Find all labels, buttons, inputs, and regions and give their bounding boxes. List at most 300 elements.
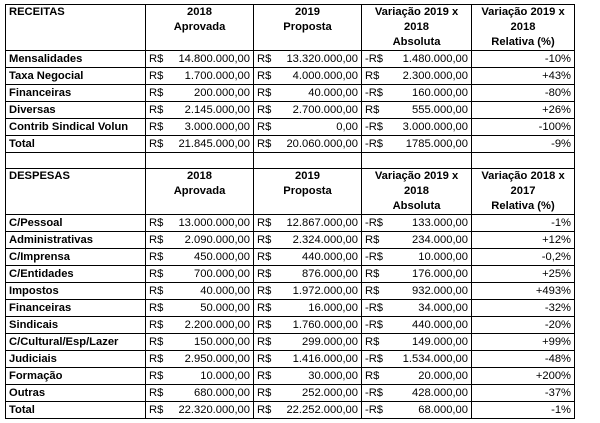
row-label: Contrib Sindical Volun xyxy=(6,119,146,136)
amount: 555.000,00 xyxy=(412,103,468,116)
currency-symbol: -R$ xyxy=(365,137,384,150)
col-header-relativa-line: Variação 2018 x xyxy=(481,170,565,182)
amount: 22.252.000,00 xyxy=(286,403,358,416)
cell-aprovada xyxy=(146,317,254,334)
currency-symbol: R$ xyxy=(365,103,380,116)
cell-absoluta xyxy=(362,232,472,249)
cell-aprovada xyxy=(146,351,254,368)
row-label: Financeiras xyxy=(6,300,146,317)
amount: 252.000,00 xyxy=(302,386,358,399)
currency-symbol: R$ xyxy=(257,352,272,365)
cell-aprovada xyxy=(146,119,254,136)
col-header-proposta xyxy=(254,5,362,51)
table-row xyxy=(6,85,575,102)
cell-absoluta-value xyxy=(365,267,468,282)
table-row xyxy=(6,402,575,419)
cell-absoluta-value xyxy=(365,52,468,67)
currency-symbol: R$ xyxy=(149,120,164,133)
col-header-relativa-line: Relativa (%) xyxy=(491,36,555,48)
cell-absoluta-value xyxy=(365,369,468,384)
row-label: Taxa Negocial xyxy=(6,68,146,85)
row-label: C/Cultural/Esp/Lazer xyxy=(6,334,146,351)
currency-symbol: R$ xyxy=(149,233,164,246)
amount: 150.000,00 xyxy=(194,335,250,348)
table-row xyxy=(6,317,575,334)
cell-aprovada xyxy=(146,68,254,85)
table-row xyxy=(6,249,575,266)
currency-symbol: R$ xyxy=(365,284,380,297)
col-header-absoluta-line: 2018 xyxy=(404,21,429,33)
cell-aprovada xyxy=(146,51,254,68)
cell-absoluta xyxy=(362,283,472,300)
currency-symbol: R$ xyxy=(257,318,272,331)
amount: 1.972.000,00 xyxy=(292,284,358,297)
amount: 234.000,00 xyxy=(412,233,468,246)
cell-aprovada xyxy=(146,368,254,385)
amount: 2.200.000,00 xyxy=(184,318,250,331)
col-header-relativa-line: Relativa (%) xyxy=(491,200,555,212)
empty-cell xyxy=(472,153,575,169)
table-row xyxy=(6,102,575,119)
col-header-proposta-line: 2019 xyxy=(295,6,320,18)
col-header-relativa xyxy=(472,5,575,51)
cell-absoluta xyxy=(362,85,472,102)
row-label: Diversas xyxy=(6,102,146,119)
col-header-absoluta-line: Variação 2019 x xyxy=(374,170,459,182)
col-header-relativa-line: 2018 xyxy=(510,21,536,33)
currency-symbol: R$ xyxy=(257,216,272,229)
cell-absoluta-value xyxy=(365,137,468,152)
amount: 876.000,00 xyxy=(302,267,358,280)
table-row xyxy=(6,232,575,249)
currency-symbol: R$ xyxy=(149,69,164,82)
currency-symbol: -R$ xyxy=(365,403,384,416)
cell-absoluta-value xyxy=(365,86,468,101)
col-header-relativa-line: 2017 xyxy=(510,185,536,197)
cell-absoluta-value xyxy=(365,335,468,350)
cell-proposta xyxy=(254,351,362,368)
col-header-proposta-line: 2019 xyxy=(295,170,320,182)
cell-absoluta xyxy=(362,68,472,85)
col-header-proposta xyxy=(254,169,362,215)
amount: 1.534.000,00 xyxy=(402,352,468,365)
cell-relativa: +99% xyxy=(472,334,575,351)
row-label: Judiciais xyxy=(6,351,146,368)
row-label: C/Imprensa xyxy=(6,249,146,266)
cell-proposta xyxy=(254,385,362,402)
cell-aprovada-value xyxy=(149,233,250,248)
cell-proposta xyxy=(254,283,362,300)
table-row xyxy=(6,351,575,368)
table-row xyxy=(6,51,575,68)
cell-absoluta xyxy=(362,136,472,153)
currency-symbol: R$ xyxy=(149,284,164,297)
cell-proposta xyxy=(254,51,362,68)
currency-symbol: -R$ xyxy=(365,318,384,331)
cell-absoluta xyxy=(362,402,472,419)
amount: 2.090.000,00 xyxy=(184,233,250,246)
currency-symbol: -R$ xyxy=(365,301,384,314)
cell-proposta-value xyxy=(257,103,358,118)
col-header-absoluta-line: Absoluta xyxy=(392,36,441,48)
cell-absoluta xyxy=(362,317,472,334)
amount: 68.000,00 xyxy=(418,403,468,416)
col-header-relativa xyxy=(472,169,575,215)
cell-aprovada-value xyxy=(149,369,250,384)
row-label: Formação xyxy=(6,368,146,385)
cell-relativa: +43% xyxy=(472,68,575,85)
currency-symbol: R$ xyxy=(149,318,164,331)
cell-aprovada xyxy=(146,136,254,153)
amount: 2.700.000,00 xyxy=(292,103,358,116)
cell-proposta-value xyxy=(257,352,358,367)
cell-aprovada xyxy=(146,85,254,102)
row-label: Mensalidades xyxy=(6,51,146,68)
col-header-absoluta xyxy=(362,5,472,51)
cell-proposta xyxy=(254,119,362,136)
cell-absoluta xyxy=(362,368,472,385)
currency-symbol: R$ xyxy=(365,369,380,382)
amount: 34.000,00 xyxy=(418,301,468,314)
currency-symbol: R$ xyxy=(149,403,164,416)
amount: 200.000,00 xyxy=(194,86,250,99)
cell-proposta xyxy=(254,300,362,317)
amount: 40.000,00 xyxy=(308,86,358,99)
cell-proposta-value xyxy=(257,86,358,101)
cell-relativa: -1% xyxy=(472,402,575,419)
currency-symbol: -R$ xyxy=(365,250,384,263)
row-label: Administrativas xyxy=(6,232,146,249)
table-row xyxy=(6,266,575,283)
currency-symbol: R$ xyxy=(257,301,272,314)
col-header-aprovada-line: 2018 xyxy=(187,6,212,18)
cell-proposta-value xyxy=(257,250,358,265)
col-header-aprovada xyxy=(146,5,254,51)
cell-relativa: -9% xyxy=(472,136,575,153)
currency-symbol: -R$ xyxy=(365,86,384,99)
cell-relativa: -0,2% xyxy=(472,249,575,266)
empty-cell xyxy=(362,153,472,169)
row-label: Outras xyxy=(6,385,146,402)
currency-symbol: R$ xyxy=(365,233,380,246)
cell-absoluta-value xyxy=(365,352,468,367)
col-header-aprovada xyxy=(146,169,254,215)
cell-proposta-value xyxy=(257,318,358,333)
currency-symbol: R$ xyxy=(149,369,164,382)
currency-symbol: R$ xyxy=(149,301,164,314)
col-header-aprovada-line: Aprovada xyxy=(173,185,226,197)
amount: 133.000,00 xyxy=(412,216,468,229)
amount: 50.000,00 xyxy=(200,301,250,314)
col-header-aprovada-line: 2018 xyxy=(187,170,212,182)
currency-symbol: R$ xyxy=(365,267,380,280)
amount: 0,00 xyxy=(336,120,358,133)
col-header-aprovada-line: Aprovada xyxy=(173,21,226,33)
currency-symbol: R$ xyxy=(257,120,272,133)
cell-absoluta-value xyxy=(365,386,468,401)
currency-symbol: R$ xyxy=(149,216,164,229)
col-header-absoluta-line: 2018 xyxy=(404,185,429,197)
table-row xyxy=(6,300,575,317)
spacer-row xyxy=(6,153,575,169)
cell-aprovada xyxy=(146,249,254,266)
cell-relativa: -37% xyxy=(472,385,575,402)
receitas-section-title: RECEITAS xyxy=(6,5,146,51)
currency-symbol: R$ xyxy=(149,52,164,65)
table-row xyxy=(6,215,575,232)
cell-absoluta xyxy=(362,215,472,232)
budget-table-body xyxy=(6,5,575,419)
cell-aprovada-value xyxy=(149,69,250,84)
cell-relativa: +25% xyxy=(472,266,575,283)
amount: 40.000,00 xyxy=(200,284,250,297)
cell-aprovada-value xyxy=(149,284,250,299)
empty-cell xyxy=(254,153,362,169)
cell-proposta xyxy=(254,368,362,385)
amount: 20.000,00 xyxy=(418,369,468,382)
cell-aprovada-value xyxy=(149,103,250,118)
col-header-absoluta-line: Absoluta xyxy=(392,200,441,212)
cell-proposta xyxy=(254,85,362,102)
row-label: C/Entidades xyxy=(6,266,146,283)
table-row xyxy=(6,119,575,136)
cell-relativa: +12% xyxy=(472,232,575,249)
currency-symbol: -R$ xyxy=(365,352,384,365)
despesas-header-row xyxy=(6,169,575,215)
cell-aprovada-value xyxy=(149,386,250,401)
currency-symbol: R$ xyxy=(257,52,272,65)
cell-absoluta-value xyxy=(365,318,468,333)
cell-aprovada-value xyxy=(149,216,250,231)
cell-aprovada xyxy=(146,334,254,351)
col-header-proposta-line: Proposta xyxy=(283,21,332,33)
amount: 1.760.000,00 xyxy=(292,318,358,331)
table-row xyxy=(6,68,575,85)
cell-aprovada-value xyxy=(149,403,250,418)
amount: 149.000,00 xyxy=(412,335,468,348)
amount: 2.950.000,00 xyxy=(184,352,250,365)
cell-aprovada xyxy=(146,300,254,317)
cell-aprovada xyxy=(146,266,254,283)
amount: 30.000,00 xyxy=(308,369,358,382)
cell-aprovada-value xyxy=(149,120,250,135)
table-row xyxy=(6,385,575,402)
cell-aprovada-value xyxy=(149,352,250,367)
cell-absoluta xyxy=(362,102,472,119)
row-label: Total xyxy=(6,402,146,419)
amount: 10.000,00 xyxy=(200,369,250,382)
currency-symbol: R$ xyxy=(149,103,164,116)
currency-symbol: R$ xyxy=(149,86,164,99)
cell-aprovada-value xyxy=(149,86,250,101)
amount: 1.700.000,00 xyxy=(184,69,250,82)
amount: 21.845.000,00 xyxy=(178,137,250,150)
row-label: Sindicais xyxy=(6,317,146,334)
cell-absoluta xyxy=(362,51,472,68)
cell-absoluta xyxy=(362,385,472,402)
cell-aprovada xyxy=(146,215,254,232)
cell-absoluta-value xyxy=(365,69,468,84)
cell-proposta-value xyxy=(257,120,358,135)
currency-symbol: R$ xyxy=(365,335,380,348)
amount: 700.000,00 xyxy=(194,267,250,280)
amount: 12.867.000,00 xyxy=(286,216,358,229)
cell-absoluta xyxy=(362,351,472,368)
table-row xyxy=(6,334,575,351)
amount: 13.000.000,00 xyxy=(178,216,250,229)
cell-aprovada xyxy=(146,402,254,419)
cell-aprovada xyxy=(146,102,254,119)
cell-relativa: +200% xyxy=(472,368,575,385)
cell-proposta xyxy=(254,249,362,266)
cell-relativa: -1% xyxy=(472,215,575,232)
row-label: Impostos xyxy=(6,283,146,300)
cell-proposta-value xyxy=(257,69,358,84)
row-label: C/Pessoal xyxy=(6,215,146,232)
cell-proposta-value xyxy=(257,267,358,282)
cell-proposta-value xyxy=(257,301,358,316)
amount: 3.000.000,00 xyxy=(402,120,468,133)
cell-aprovada xyxy=(146,283,254,300)
cell-aprovada-value xyxy=(149,335,250,350)
cell-aprovada-value xyxy=(149,267,250,282)
currency-symbol: R$ xyxy=(257,267,272,280)
col-header-absoluta-line: Variação 2019 x xyxy=(374,6,459,18)
currency-symbol: R$ xyxy=(257,386,272,399)
amount: 299.000,00 xyxy=(302,335,358,348)
cell-proposta xyxy=(254,402,362,419)
amount: 14.800.000,00 xyxy=(178,52,250,65)
cell-relativa: -100% xyxy=(472,119,575,136)
amount: 2.300.000,00 xyxy=(402,69,468,82)
amount: 20.060.000,00 xyxy=(286,137,358,150)
cell-aprovada-value xyxy=(149,250,250,265)
cell-relativa: -10% xyxy=(472,51,575,68)
currency-symbol: R$ xyxy=(149,386,164,399)
currency-symbol: R$ xyxy=(365,69,380,82)
cell-absoluta xyxy=(362,249,472,266)
currency-symbol: R$ xyxy=(149,335,164,348)
amount: 3.000.000,00 xyxy=(184,120,250,133)
currency-symbol: R$ xyxy=(257,369,272,382)
cell-relativa: -48% xyxy=(472,351,575,368)
cell-relativa: -20% xyxy=(472,317,575,334)
cell-proposta xyxy=(254,266,362,283)
row-label: Financeiras xyxy=(6,85,146,102)
cell-aprovada xyxy=(146,385,254,402)
cell-proposta xyxy=(254,68,362,85)
cell-proposta-value xyxy=(257,233,358,248)
cell-aprovada-value xyxy=(149,301,250,316)
table-row xyxy=(6,283,575,300)
cell-proposta-value xyxy=(257,335,358,350)
cell-relativa: +26% xyxy=(472,102,575,119)
currency-symbol: R$ xyxy=(149,352,164,365)
cell-relativa: -80% xyxy=(472,85,575,102)
cell-absoluta-value xyxy=(365,216,468,231)
amount: 22.320.000,00 xyxy=(178,403,250,416)
cell-absoluta-value xyxy=(365,250,468,265)
currency-symbol: R$ xyxy=(149,250,164,263)
amount: 428.000,00 xyxy=(412,386,468,399)
cell-relativa: -32% xyxy=(472,300,575,317)
amount: 450.000,00 xyxy=(194,250,250,263)
cell-proposta-value xyxy=(257,52,358,67)
cell-aprovada-value xyxy=(149,318,250,333)
amount: 13.320.000,00 xyxy=(286,52,358,65)
cell-proposta xyxy=(254,102,362,119)
cell-proposta xyxy=(254,215,362,232)
cell-proposta xyxy=(254,136,362,153)
despesas-section-title: DESPESAS xyxy=(6,169,146,215)
currency-symbol: -R$ xyxy=(365,120,384,133)
cell-absoluta-value xyxy=(365,403,468,418)
cell-proposta-value xyxy=(257,403,358,418)
currency-symbol: R$ xyxy=(257,403,272,416)
currency-symbol: -R$ xyxy=(365,386,384,399)
amount: 2.145.000,00 xyxy=(184,103,250,116)
cell-proposta-value xyxy=(257,386,358,401)
receitas-header-row xyxy=(6,5,575,51)
budget-table xyxy=(5,4,575,419)
cell-relativa: +493% xyxy=(472,283,575,300)
currency-symbol: R$ xyxy=(257,103,272,116)
cell-absoluta-value xyxy=(365,301,468,316)
currency-symbol: R$ xyxy=(257,69,272,82)
cell-absoluta xyxy=(362,119,472,136)
currency-symbol: -R$ xyxy=(365,216,384,229)
amount: 16.000,00 xyxy=(308,301,358,314)
cell-absoluta xyxy=(362,334,472,351)
currency-symbol: R$ xyxy=(257,233,272,246)
amount: 440.000,00 xyxy=(302,250,358,263)
cell-proposta-value xyxy=(257,216,358,231)
amount: 176.000,00 xyxy=(412,267,468,280)
cell-absoluta-value xyxy=(365,233,468,248)
table-row xyxy=(6,368,575,385)
cell-absoluta-value xyxy=(365,103,468,118)
cell-aprovada-value xyxy=(149,137,250,152)
amount: 2.324.000,00 xyxy=(292,233,358,246)
amount: 440.000,00 xyxy=(412,318,468,331)
currency-symbol: R$ xyxy=(257,284,272,297)
row-label: Total xyxy=(6,136,146,153)
empty-cell xyxy=(6,153,146,169)
amount: 10.000,00 xyxy=(418,250,468,263)
currency-symbol: R$ xyxy=(149,267,164,280)
currency-symbol: R$ xyxy=(257,137,272,150)
currency-symbol: R$ xyxy=(257,86,272,99)
currency-symbol: R$ xyxy=(149,137,164,150)
cell-proposta xyxy=(254,334,362,351)
amount: 4.000.000,00 xyxy=(292,69,358,82)
cell-proposta-value xyxy=(257,284,358,299)
col-header-relativa-line: Variação 2019 x xyxy=(481,6,565,18)
currency-symbol: R$ xyxy=(257,250,272,263)
cell-aprovada xyxy=(146,232,254,249)
col-header-proposta-line: Proposta xyxy=(283,185,332,197)
cell-absoluta xyxy=(362,266,472,283)
cell-absoluta xyxy=(362,300,472,317)
currency-symbol: -R$ xyxy=(365,52,384,65)
amount: 1.480.000,00 xyxy=(402,52,468,65)
cell-proposta xyxy=(254,317,362,334)
cell-absoluta-value xyxy=(365,284,468,299)
amount: 680.000,00 xyxy=(194,386,250,399)
cell-aprovada-value xyxy=(149,52,250,67)
cell-absoluta-value xyxy=(365,120,468,135)
amount: 932.000,00 xyxy=(412,284,468,297)
